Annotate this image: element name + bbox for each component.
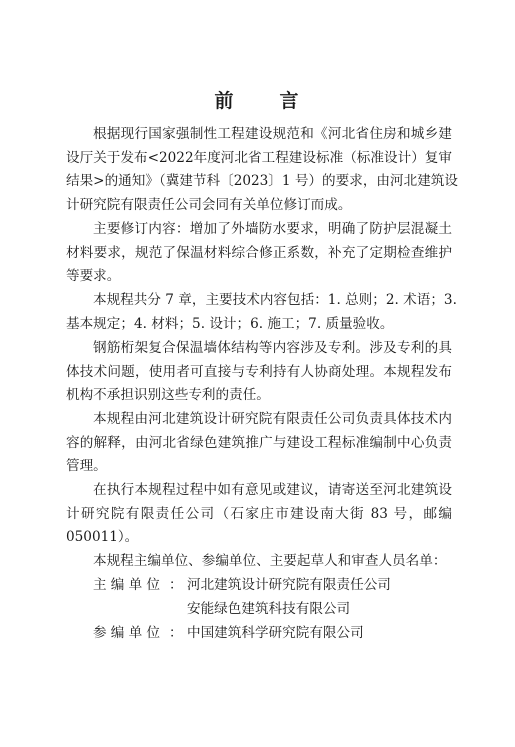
participant-org: 中国建筑科学研究院有限公司 [187, 625, 364, 641]
chief-editor-row [0, 574, 515, 598]
chief-editor-org: 安能绿色建筑科技有限公司 [187, 601, 351, 617]
paragraph-line: 050011）。 [66, 529, 139, 546]
paragraph-line: 结果>的通知》（冀建节科〔2023〕1 号）的要求，由河北建筑设 [66, 173, 458, 190]
paragraph-line: 基本规定；4. 材料；5. 设计；6. 施工；7. 质量验收。 [66, 315, 394, 332]
paragraph-revisions [66, 218, 452, 289]
paragraph-line: 管理。 [66, 458, 107, 475]
paragraph-line: 等要求。 [66, 268, 121, 285]
paragraph-feedback [66, 479, 452, 550]
page-title [0, 86, 515, 113]
paragraph-line: 体技术问题，使用者可直接与专利持有人协商处理。本规程发布 [66, 363, 452, 380]
participant-role: 参编单位 [93, 625, 165, 641]
paragraph-line: 设厅关于发布<2022年度河北省工程建设标准（标准设计）复审 [66, 149, 452, 166]
paragraph-interpretation [66, 408, 452, 479]
paragraph-line: 本规程共分 7 章，主要技术内容包括：1. 总则；2. 术语；3. [93, 292, 457, 308]
paragraph-line: 容的解释，由河北省绿色建筑推广与建设工程标准编制中心负责 [66, 434, 452, 451]
paragraph-list-intro [66, 550, 452, 574]
role-colon: ： [169, 577, 183, 593]
chief-editor-role: 主编单位 [93, 577, 165, 593]
paragraph-line: 机构不承担识别这些专利的责任。 [66, 387, 270, 404]
paragraph-line: 计研究院有限责任公司会同有关单位修订而成。 [66, 196, 352, 213]
paragraph-line: 本规程主编单位、参编单位、主要起草人和审查人员名单： [93, 553, 447, 569]
paragraph-chapters [66, 289, 457, 336]
paragraph-line: 主要修订内容：增加了外墙防水要求，明确了防护层混凝土 [93, 221, 452, 237]
page-title-char-2: 言 [279, 90, 301, 112]
paragraph-patent [66, 337, 452, 408]
chief-editor-org: 河北建筑设计研究院有限责任公司 [187, 577, 391, 593]
paragraph-line: 根据现行国家强制性工程建设规范和《河北省住房和城乡建 [93, 126, 452, 142]
paragraph-line: 材料要求，规范了保温材料综合修正系数，补充了定期检查维护 [66, 244, 452, 261]
paragraph-line: 钢筋桁架复合保温墙体结构等内容涉及专利。涉及专利的具 [93, 340, 452, 356]
chief-editor-row-2 [0, 598, 515, 622]
page-title-char-1: 前 [214, 90, 236, 112]
participant-row [0, 622, 515, 646]
paragraph-line: 本规程由河北建筑设计研究院有限责任公司负责具体技术内 [93, 411, 452, 427]
paragraph-line: 在执行本规程过程中如有意见或建议，请寄送至河北建筑设 [93, 482, 452, 498]
role-colon: ： [169, 625, 183, 641]
paragraph-line: 计研究院有限责任公司（石家庄市建设南大街 83 号，邮编 [66, 505, 452, 522]
paragraph-basis [66, 123, 458, 217]
